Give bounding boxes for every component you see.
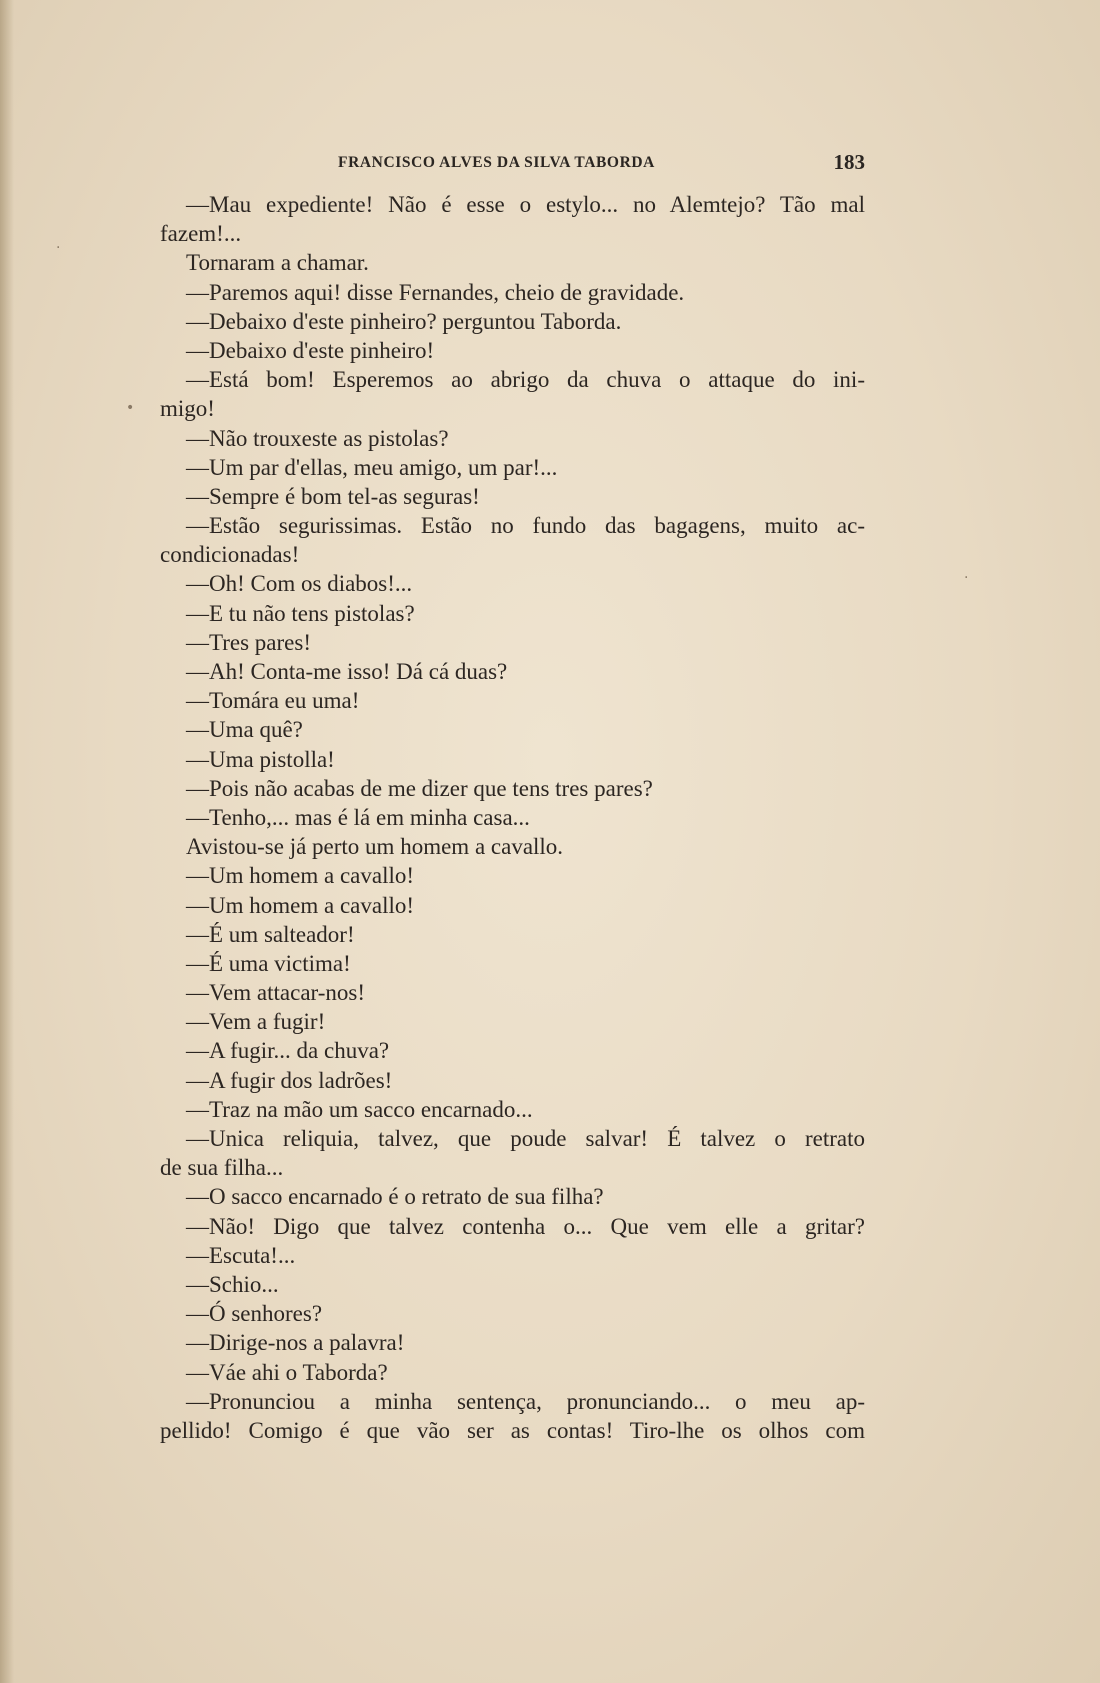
text-line: Avistou-se já perto um homem a cavallo. <box>186 834 564 860</box>
text-line: —Dirige-nos a palavra! <box>186 1330 405 1356</box>
text-line: fazem!... <box>160 221 242 247</box>
text-line: pellido! Comigo é que vão ser as contas! Tiro-lhe os olhos com <box>160 1417 865 1443</box>
text-line: —Tres pares! <box>186 629 311 655</box>
text-line: —Não! Digo que talvez contenha o... Que vem elle a gritar? <box>186 1213 865 1239</box>
text-line: —Um homem a cavallo! <box>186 892 415 918</box>
body-text <box>160 190 865 1445</box>
margin-speck: • <box>126 400 135 416</box>
text-line: de sua filha... <box>160 1155 284 1181</box>
text-line: —Estão segurissimas. Estão no fundo das bagagens, muito ac- <box>186 513 865 539</box>
text-line: —É uma victima! <box>186 950 351 976</box>
text-line: —A fugir dos ladrões! <box>186 1067 393 1093</box>
text-line: —Uma pistolla! <box>186 746 335 772</box>
text-line: Tornaram a chamar. <box>186 250 369 276</box>
text-line: —O sacco encarnado é o retrato de sua filha? <box>186 1184 604 1210</box>
page-header <box>160 150 865 180</box>
text-line: —Vem a fugir! <box>186 1009 326 1035</box>
text-line: —Debaixo d'este pinheiro! <box>186 337 435 363</box>
text-line: —Mau expediente! Não é esse o estylo... no Alemtejo? Tão mal <box>186 192 865 217</box>
text-line: condicionadas! <box>160 542 300 568</box>
text-line: —Pronunciou a minha sentença, pronunciando... o meu ap- <box>186 1388 865 1414</box>
text-line: migo! <box>160 396 215 422</box>
text-line: —E tu não tens pistolas? <box>186 600 415 626</box>
text-line: —Oh! Com os diabos!... <box>186 571 413 597</box>
text-line: —A fugir... da chuva? <box>186 1038 390 1064</box>
text-line: —Sempre é bom tel-as seguras! <box>186 483 480 509</box>
margin-speck: · <box>56 240 61 256</box>
text-line: —Unica reliquia, talvez, que poude salvar! É talvez o retrato <box>186 1126 865 1151</box>
text-line: —Tomára eu uma! <box>186 688 360 714</box>
text-line: —É um salteador! <box>186 921 355 947</box>
text-line: —Pois não acabas de me dizer que tens tres pares? <box>186 775 653 801</box>
text-line: —Um par d'ellas, meu amigo, um par!... <box>186 454 558 480</box>
text-line: —Traz na mão um sacco encarnado... <box>186 1096 533 1122</box>
text-line: —Paremos aqui! disse Fernandes, cheio de gravidade. <box>186 279 685 305</box>
text-line: —Escuta!... <box>186 1242 296 1268</box>
text-line: —Ah! Conta-me isso! Dá cá duas? <box>186 659 508 684</box>
text-line: —Vem attacar-nos! <box>186 980 365 1006</box>
text-line: —Uma quê? <box>186 717 303 743</box>
text-line: —Debaixo d'este pinheiro? perguntou Taborda. <box>186 308 622 334</box>
running-head: FRANCISCO ALVES DA SILVA TABORDA <box>338 154 655 171</box>
text-line: —Não trouxeste as pistolas? <box>186 425 449 451</box>
text-line: —Um homem a cavallo! <box>186 863 415 889</box>
text-line: —Schio... <box>186 1271 279 1297</box>
text-line: —Está bom! Esperemos ao abrigo da chuva o attaque do ini- <box>186 367 865 393</box>
page-number: 183 <box>833 150 865 174</box>
margin-speck: · <box>964 570 969 586</box>
text-line: —Tenho,... mas é lá em minha casa... <box>186 804 530 830</box>
text-line: —Ó senhores? <box>186 1301 323 1327</box>
text-line: —Váe ahi o Taborda? <box>186 1359 388 1385</box>
